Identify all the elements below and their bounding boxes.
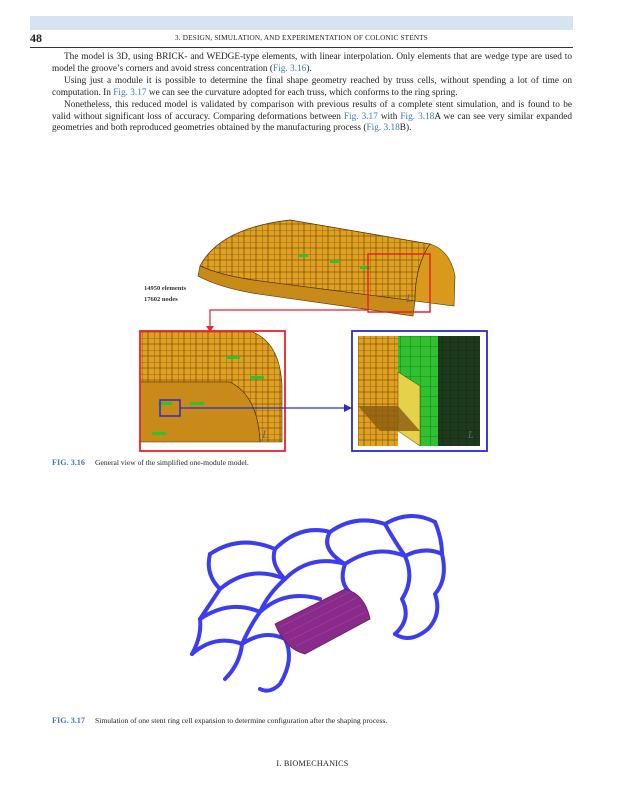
axis-glyph-icon: L: [262, 427, 269, 441]
text-run: we can see the curvature adopted for each truss, which conforms to the ring spring.: [146, 87, 458, 98]
header-color-bar: [30, 16, 573, 30]
figure-3-17-caption: [52, 716, 387, 725]
zoom-panel-1: [140, 331, 285, 451]
zoom-panel-2: [352, 331, 487, 451]
text-run: with: [377, 111, 401, 122]
axis-glyph-icon: L: [406, 291, 413, 305]
figure-3-17: [180, 494, 450, 704]
chapter-title: 3. DESIGN, SIMULATION, AND EXPERIMENTATION OF COLONIC STENTS: [175, 34, 428, 42]
page-footer: I. BIOMECHANICS: [276, 759, 349, 768]
text-run: ).: [306, 63, 312, 74]
arrow-head-icon: [344, 404, 352, 412]
figure-label: FIG. 3.16: [52, 458, 85, 467]
caption-text: General view of the simplified one-module model.: [94, 458, 249, 467]
body-text: [52, 52, 572, 135]
figure-3-16-caption: [52, 458, 249, 467]
figure-link[interactable]: Fig. 3.18: [400, 111, 435, 122]
text-run: Nonetheless, this reduced model is validated by comparison with previous results of a complete stent simulation, and is found to be valid without significant loss of accuracy. Comparing deformations between: [52, 99, 572, 122]
paragraph-1: [52, 52, 572, 76]
elements-annotation: 14950 elements: [144, 285, 187, 292]
caption-text: Simulation of one stent ring cell expansion to determine configuration after the shaping process.: [94, 716, 388, 725]
figure-link[interactable]: Fig. 3.18: [366, 123, 400, 134]
paragraph-2: [52, 76, 572, 100]
running-header: [30, 31, 573, 48]
text-run: The model is 3D, using BRICK- and WEDGE-type elements, with linear interpolation. Only elements that are wedge type are used to model the groove’s corners and avoid stress concentration (: [52, 52, 572, 74]
figure-link[interactable]: Fig. 3.17: [113, 87, 147, 98]
text-run: Using just a module it is possible to determine the final shape geometry reached by truss cells, without spending a lot of time on computation. In: [52, 75, 572, 98]
nodes-annotation: 17602 nodes: [144, 296, 178, 303]
figure-link[interactable]: Fig. 3.16: [273, 63, 307, 74]
zoom-arrow-red: [210, 310, 368, 328]
figure-label: FIG. 3.17: [52, 716, 85, 725]
page-number: 48: [30, 31, 42, 45]
paragraph-3: [52, 100, 572, 136]
figure-link[interactable]: Fig. 3.17: [343, 111, 378, 122]
module-model: [198, 220, 455, 316]
axis-glyph-icon: L: [468, 430, 474, 441]
text-run: A we can see very similar expanded geometries and both reproduced geometries obtained by the manufacturing process (: [52, 111, 572, 134]
figure-3-16: [130, 206, 500, 456]
text-run: B).: [399, 123, 412, 134]
